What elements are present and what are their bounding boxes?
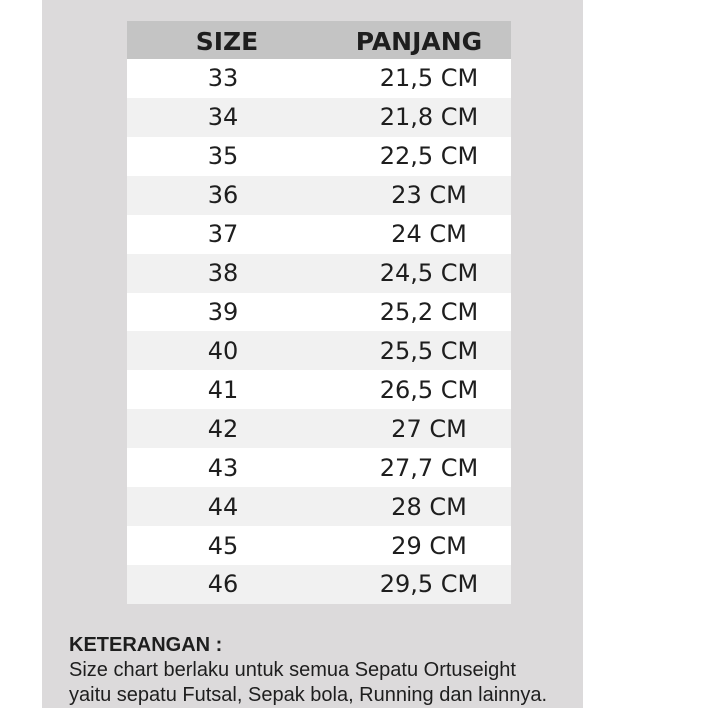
table-row [127, 98, 511, 137]
length-cell: 29 CM [391, 531, 467, 560]
length-cell: 26,5 CM [379, 375, 479, 404]
size-cell: 40 [207, 336, 239, 365]
length-cell: 27,7 CM [379, 453, 479, 482]
notes-title: KETERANGAN : [69, 634, 223, 656]
length-cell: 24 CM [391, 220, 467, 249]
size-cell: 43 [207, 453, 239, 482]
length-cell: 28 CM [391, 492, 467, 521]
table-row [127, 331, 511, 370]
table-row [127, 565, 511, 604]
table-row [127, 409, 511, 448]
table-row [127, 215, 511, 254]
notes-line-2: yaitu sepatu Futsal, Sepak bola, Running dan lainnya. [69, 684, 548, 706]
table-row [127, 176, 511, 215]
length-cell: 25,5 CM [379, 336, 479, 365]
size-cell: 37 [207, 220, 239, 249]
table-row [127, 59, 511, 98]
length-cell: 25,2 CM [379, 297, 479, 326]
table-row [127, 487, 511, 526]
table-row [127, 254, 511, 293]
size-cell: 39 [207, 297, 239, 326]
notes-line-1: Size chart berlaku untuk semua Sepatu Ortuseight [69, 659, 516, 681]
header-length: PANJANG [355, 27, 483, 56]
table-header [127, 21, 511, 59]
length-cell: 23 CM [391, 181, 467, 210]
table-row [127, 293, 511, 332]
size-cell: 33 [207, 64, 239, 93]
length-cell: 22,5 CM [379, 142, 479, 171]
size-chart-table [127, 21, 511, 604]
size-cell: 36 [207, 181, 239, 210]
size-cell: 46 [207, 570, 239, 599]
table-row [127, 526, 511, 565]
table-body [127, 59, 511, 604]
size-cell: 42 [207, 414, 239, 443]
length-cell: 27 CM [391, 414, 467, 443]
length-cell: 21,8 CM [379, 103, 479, 132]
table-row [127, 448, 511, 487]
table-row [127, 137, 511, 176]
size-cell: 41 [207, 375, 239, 404]
size-chart-panel [42, 0, 583, 708]
size-cell: 44 [207, 492, 239, 521]
table-row [127, 370, 511, 409]
size-cell: 45 [207, 531, 239, 560]
notes-section [69, 632, 579, 708]
size-cell: 34 [207, 103, 239, 132]
size-cell: 35 [207, 142, 239, 171]
length-cell: 24,5 CM [379, 259, 479, 288]
header-size: SIZE [195, 27, 259, 56]
size-cell: 38 [207, 259, 239, 288]
length-cell: 29,5 CM [379, 570, 479, 599]
length-cell: 21,5 CM [379, 64, 479, 93]
